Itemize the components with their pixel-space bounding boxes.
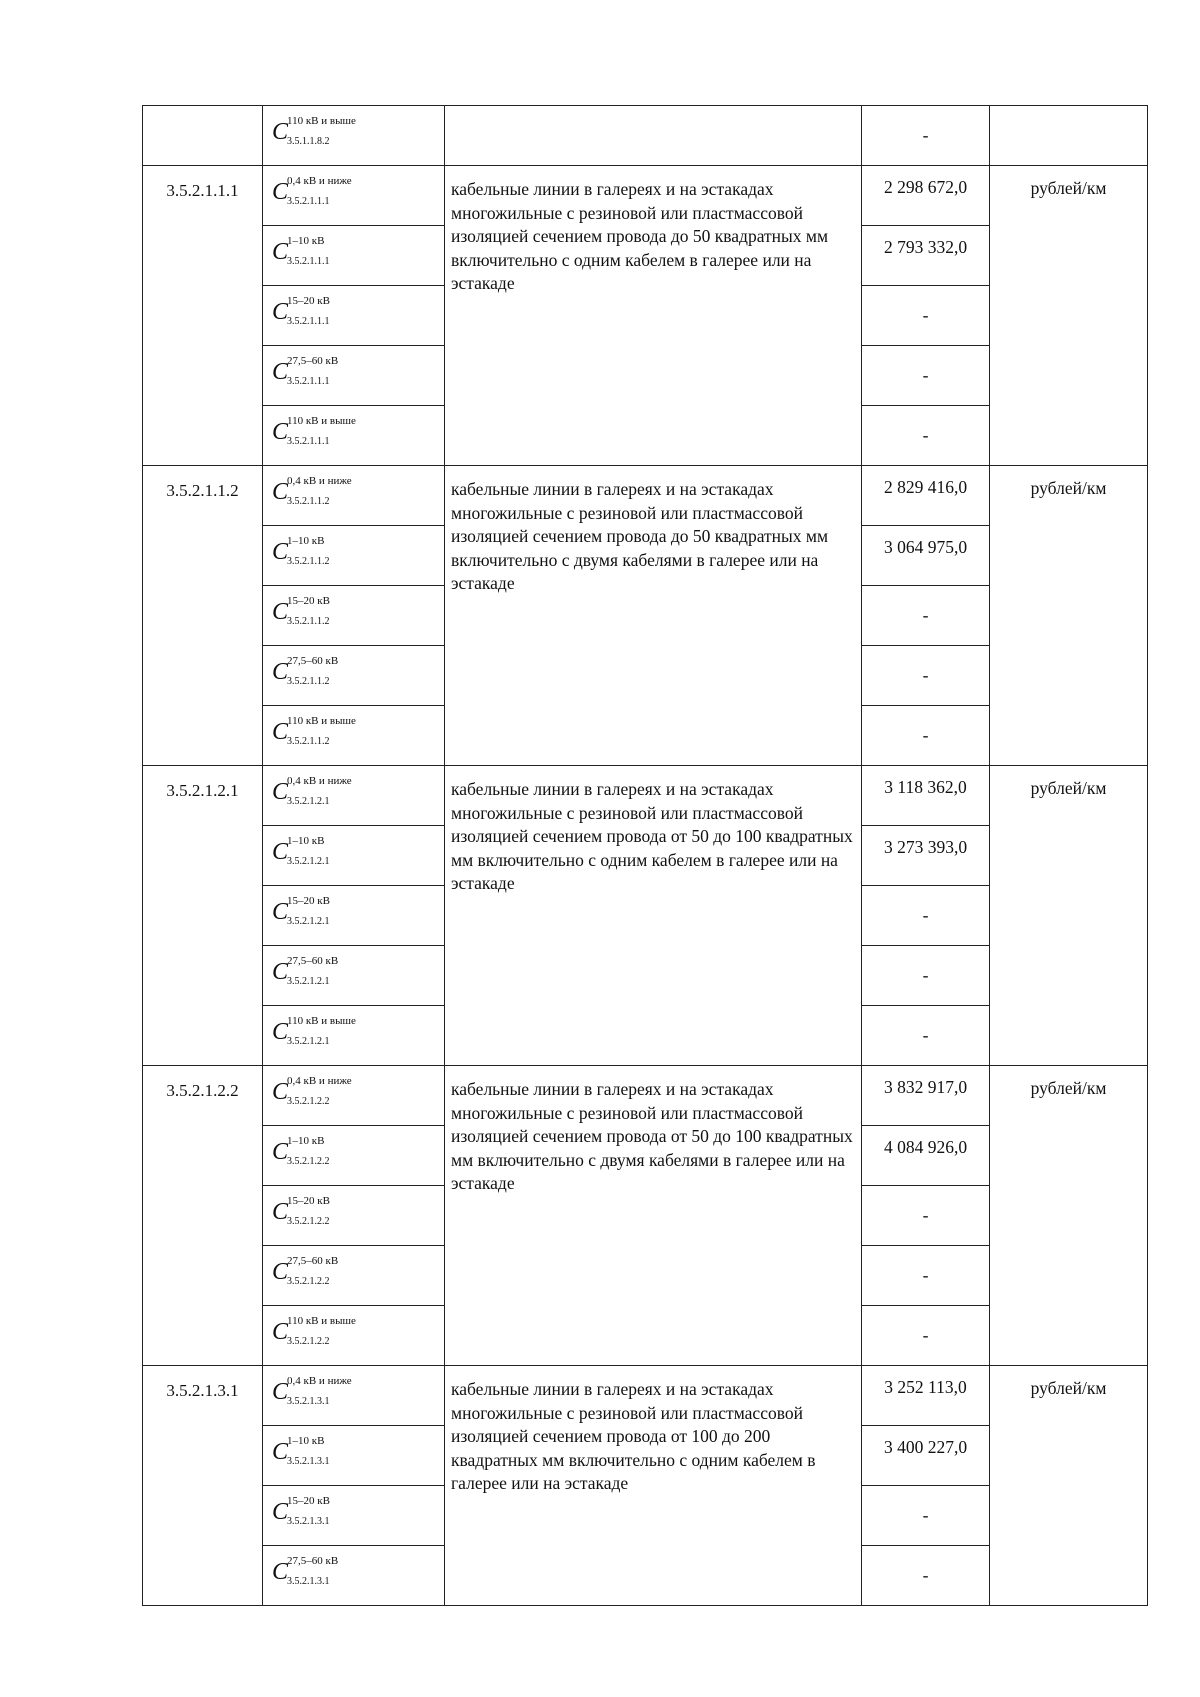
voltage-superscript: 110 кВ и выше [287,115,356,127]
symbol-cell [263,766,445,826]
item-code: 3.5.2.1.2.1 [143,766,263,1066]
cost-symbol [272,415,356,447]
symbol-cell [263,226,445,286]
code-subscript: 3.5.2.1.1.1 [287,256,330,267]
code-subscript: 3.5.2.1.2.2 [287,1216,330,1227]
voltage-superscript: 0,4 кВ и ниже [287,1375,352,1387]
voltage-superscript: 15–20 кВ [287,595,330,607]
symbol-cell [263,1426,445,1486]
rate-value: 3 832 917,0 [862,1066,990,1126]
cost-symbol [272,475,352,507]
symbol-letter: C [272,1379,289,1405]
table-row [143,106,1148,166]
voltage-superscript: 27,5–60 кВ [287,1555,339,1567]
symbol-cell [263,826,445,886]
symbol-letter: C [272,419,289,445]
item-description: кабельные линии в галереях и на эстакадах многожильные с резиновой или пластмассовой изоляцией сечением провода от 50 до 100 квадратных мм включительно с двумя кабелями в галерее или на эстакаде [445,1066,862,1366]
code-subscript: 3.5.2.1.3.1 [287,1396,330,1407]
symbol-letter: C [272,239,289,265]
item-code: 3.5.2.1.3.1 [143,1366,263,1606]
unit-cell [990,106,1148,166]
voltage-superscript: 1–10 кВ [287,835,325,847]
rate-value: - [862,886,990,946]
code-subscript: 3.5.2.1.2.2 [287,1336,330,1347]
symbol-cell [263,526,445,586]
voltage-superscript: 15–20 кВ [287,1495,330,1507]
symbol-letter: C [272,1019,289,1045]
voltage-superscript: 110 кВ и выше [287,715,356,727]
voltage-superscript: 1–10 кВ [287,535,325,547]
symbol-letter: C [272,839,289,865]
table-row [143,1066,1148,1126]
symbol-letter: C [272,1319,289,1345]
symbol-letter: C [272,659,289,685]
rate-value: - [862,286,990,346]
cost-symbol [272,1435,330,1467]
voltage-superscript: 27,5–60 кВ [287,955,339,967]
voltage-superscript: 15–20 кВ [287,895,330,907]
symbol-cell [263,106,445,166]
unit-label: рублей/км [990,166,1148,466]
unit-label: рублей/км [990,766,1148,1066]
rate-value: 3 252 113,0 [862,1366,990,1426]
unit-label: рублей/км [990,1366,1148,1606]
code-subscript: 3.5.2.1.1.1 [287,316,330,327]
voltage-superscript: 1–10 кВ [287,235,325,247]
voltage-superscript: 15–20 кВ [287,1195,330,1207]
unit-label: рублей/км [990,1066,1148,1366]
symbol-letter: C [272,1499,289,1525]
rate-value: - [862,1546,990,1606]
code-subscript: 3.5.2.1.1.1 [287,196,330,207]
symbol-letter: C [272,479,289,505]
symbol-cell [263,1066,445,1126]
cost-symbol [272,235,330,267]
cost-symbol [272,1255,339,1287]
item-description: кабельные линии в галереях и на эстакадах многожильные с резиновой или пластмассовой изоляцией сечением провода до 50 квадратных мм включительно с одним кабелем в галерее или на эстакаде [445,166,862,466]
code-subscript: 3.5.2.1.2.2 [287,1276,330,1287]
cost-symbol [272,1555,339,1587]
code-subscript: 3.5.2.1.1.2 [287,556,330,567]
code-subscript: 3.5.2.1.1.2 [287,616,330,627]
cost-symbol [272,1195,330,1227]
symbol-cell [263,1486,445,1546]
voltage-superscript: 110 кВ и выше [287,1315,356,1327]
symbol-letter: C [272,1439,289,1465]
code-subscript: 3.5.2.1.2.2 [287,1096,330,1107]
rate-value: 4 084 926,0 [862,1126,990,1186]
cost-symbol [272,775,352,807]
symbol-letter: C [272,299,289,325]
code-subscript: 3.5.2.1.1.1 [287,376,330,387]
symbol-cell [263,946,445,1006]
symbol-cell [263,346,445,406]
voltage-superscript: 110 кВ и выше [287,1015,356,1027]
symbol-letter: C [272,179,289,205]
cost-symbol [272,655,339,687]
voltage-superscript: 27,5–60 кВ [287,1255,339,1267]
rate-value: 3 400 227,0 [862,1426,990,1486]
voltage-superscript: 0,4 кВ и ниже [287,175,352,187]
symbol-letter: C [272,359,289,385]
cost-symbol [272,535,330,567]
cost-symbol [272,1075,352,1107]
code-subscript: 3.5.2.1.2.1 [287,796,330,807]
item-code: 3.5.2.1.1.2 [143,466,263,766]
symbol-cell [263,1246,445,1306]
table-row [143,466,1148,526]
code-cell [143,106,263,166]
symbol-cell [263,1546,445,1606]
rate-value: - [862,346,990,406]
symbol-letter: C [272,1139,289,1165]
item-description: кабельные линии в галереях и на эстакадах многожильные с резиновой или пластмассовой изоляцией сечением провода до 50 квадратных мм включительно с двумя кабелями в галерее или на эстакаде [445,466,862,766]
code-subscript: 3.5.2.1.1.1 [287,436,330,447]
symbol-cell [263,286,445,346]
symbol-cell [263,166,445,226]
code-subscript: 3.5.2.1.3.1 [287,1516,330,1527]
symbol-cell [263,466,445,526]
symbol-letter: C [272,539,289,565]
item-code: 3.5.2.1.1.1 [143,166,263,466]
rate-value: 2 829 416,0 [862,466,990,526]
symbol-cell [263,1006,445,1066]
item-description: кабельные линии в галереях и на эстакадах многожильные с резиновой или пластмассовой изоляцией сечением провода от 50 до 100 квадратных мм включительно с одним кабелем в галерее или на эстакаде [445,766,862,1066]
symbol-letter: C [272,959,289,985]
code-subscript: 3.5.2.1.2.2 [287,1156,330,1167]
code-subscript: 3.5.2.1.2.1 [287,976,330,987]
rate-value: 2 793 332,0 [862,226,990,286]
rate-value: - [862,646,990,706]
code-subscript: 3.5.2.1.3.1 [287,1456,330,1467]
rate-value: - [862,1486,990,1546]
symbol-letter: C [272,779,289,805]
symbol-cell [263,1186,445,1246]
voltage-superscript: 0,4 кВ и ниже [287,475,352,487]
voltage-superscript: 1–10 кВ [287,1435,325,1447]
symbol-letter: C [272,899,289,925]
symbol-cell [263,1126,445,1186]
symbol-cell [263,1306,445,1366]
cost-symbol [272,955,339,987]
symbol-cell [263,706,445,766]
cost-symbol [272,595,330,627]
code-subscript: 3.5.2.1.2.1 [287,1036,330,1047]
cost-symbol [272,295,330,327]
cost-symbol [272,1315,356,1347]
rate-value: - [862,1306,990,1366]
rate-value: 3 064 975,0 [862,526,990,586]
table-body [143,106,1148,1606]
code-subscript: 3.5.1.1.8.2 [287,136,330,147]
item-description: кабельные линии в галереях и на эстакадах многожильные с резиновой или пластмассовой изоляцией сечением провода от 100 до 200 квадратных мм включительно с одним кабелем в галерее или на эстакаде [445,1366,862,1606]
symbol-letter: C [272,1199,289,1225]
cost-symbol [272,895,330,927]
symbol-cell [263,586,445,646]
cost-symbol [272,175,352,207]
rate-value: - [862,1186,990,1246]
voltage-superscript: 15–20 кВ [287,295,330,307]
description-cell [445,106,862,166]
code-subscript: 3.5.2.1.1.2 [287,496,330,507]
tariff-table [142,105,1148,1606]
cost-symbol [272,1015,356,1047]
symbol-cell [263,1366,445,1426]
code-subscript: 3.5.2.1.2.1 [287,856,330,867]
table-row [143,1366,1148,1426]
rate-value: - [862,406,990,466]
symbol-cell [263,406,445,466]
cost-symbol [272,1375,352,1407]
table-row [143,766,1148,826]
cost-symbol [272,835,330,867]
symbol-letter: C [272,599,289,625]
value-cell: - [862,106,990,166]
cost-symbol [272,1135,330,1167]
rate-value: 3 273 393,0 [862,826,990,886]
voltage-superscript: 27,5–60 кВ [287,355,339,367]
item-code: 3.5.2.1.2.2 [143,1066,263,1366]
code-subscript: 3.5.2.1.1.2 [287,676,330,687]
symbol-letter: C [272,1559,289,1585]
table-row [143,166,1148,226]
rate-value: 2 298 672,0 [862,166,990,226]
symbol-letter: C [272,1079,289,1105]
code-subscript: 3.5.2.1.3.1 [287,1576,330,1587]
code-subscript: 3.5.2.1.2.1 [287,916,330,927]
rate-value: 3 118 362,0 [862,766,990,826]
code-subscript: 3.5.2.1.1.2 [287,736,330,747]
rate-value: - [862,1006,990,1066]
rate-value: - [862,706,990,766]
voltage-superscript: 0,4 кВ и ниже [287,775,352,787]
voltage-superscript: 110 кВ и выше [287,415,356,427]
symbol-cell [263,886,445,946]
cost-symbol [272,715,356,747]
symbol-letter: C [272,119,289,145]
symbol-letter: C [272,1259,289,1285]
cost-symbol [272,115,356,147]
voltage-superscript: 27,5–60 кВ [287,655,339,667]
unit-label: рублей/км [990,466,1148,766]
symbol-letter: C [272,719,289,745]
rate-value: - [862,1246,990,1306]
voltage-superscript: 0,4 кВ и ниже [287,1075,352,1087]
voltage-superscript: 1–10 кВ [287,1135,325,1147]
symbol-cell [263,646,445,706]
cost-symbol [272,1495,330,1527]
rate-value: - [862,586,990,646]
rate-value: - [862,946,990,1006]
cost-symbol [272,355,339,387]
